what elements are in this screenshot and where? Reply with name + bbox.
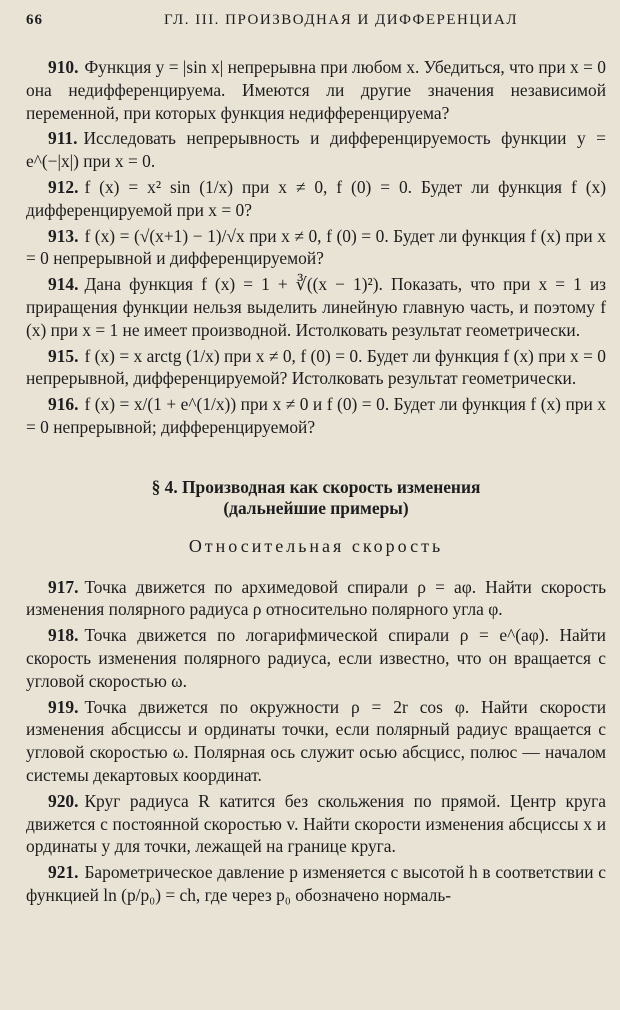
problem-text: f (x) = x arctg (1/x) при x ≠ 0, f (0) = 0. Будет ли функция f (x) при x = 0 непрерывной, дифференцируемой? Истолковать результат геометрически.: [26, 345, 606, 389]
problem-text: f (x) = (√(x+1) − 1)/√x при x ≠ 0, f (0) = 0. Будет ли функция f (x) при x = 0 непрерывной и дифференцируемой?: [26, 225, 606, 269]
running-title: ГЛ. III. ПРОИЗВОДНАЯ И ДИФФЕРЕНЦИАЛ: [163, 12, 518, 28]
problem-text: f (x) = x/(1 + e^(1/x)) при x ≠ 0 и f (0) = 0. Будет ли функция f (x) при x = 0 непрерывной; дифференцируемой?: [26, 394, 606, 437]
problem-914: [26, 273, 606, 341]
problem-number: 911.: [48, 128, 78, 149]
problem-text: Точка движется по окружности ρ = 2r cos φ. Найти скорости изменения абсциссы и ординаты точки, если полярный радиус вращается с угловой скоростью ω. Полярная ось служит осью абсцисс, полюс — началом системы декартовых координат.: [26, 696, 606, 785]
problem-920: [26, 790, 606, 858]
running-head: [26, 12, 606, 34]
problem-text: Барометрическое давление p изменяется с высотой h в соответствии с функцией ln (p/p₀) = ch, где через p₀ обозначено нормаль-: [26, 862, 606, 905]
section-title-line2: (дальнейшие примеры): [223, 497, 409, 518]
problem-number: 918.: [48, 625, 79, 646]
problem-number: 910.: [48, 57, 79, 77]
problem-text: Дана функция f (x) = 1 + ∛((x − 1)²). Показать, что при x = 1 из приращения функции нельзя выделить линейную главную часть, и поэтому f (x) при x = 1 не имеет производной. Истолковать результат геометрически.: [26, 274, 606, 340]
problem-915: [26, 345, 606, 391]
problem-912: [26, 176, 606, 222]
problem-number: 921.: [48, 862, 79, 883]
problem-number: 919.: [48, 696, 79, 717]
problem-number: 916.: [48, 394, 79, 415]
problem-text: Точка движется по логарифмической спирали ρ = e^(aφ). Найти скорость изменения полярного радиуса, если известно, что он вращается с угловой скоростью ω.: [26, 625, 606, 691]
subsection-title: Относительная скорость: [188, 535, 444, 556]
problem-918: [26, 624, 606, 692]
problem-number: 914.: [48, 274, 79, 295]
problem-number: 920.: [48, 790, 79, 811]
problem-917: [26, 576, 606, 622]
problem-text: Исследовать непрерывность и дифференцируемость функции y = e^(−|x|) при x = 0.: [26, 128, 606, 172]
problem-911: [26, 127, 606, 173]
problem-text: Точка движется по архимедовой спирали ρ = aφ. Найти скорость изменения полярного радиуса ρ относительно полярного угла φ.: [26, 576, 606, 620]
problem-number: 917.: [48, 576, 79, 597]
problem-910: [26, 56, 606, 124]
problem-text: Круг радиуса R катится без скольжения по прямой. Центр круга движется с постоянной скоростью v. Найти скорости изменения абсциссы x и ординаты y для точки, лежащей на границе круга.: [26, 790, 606, 857]
page-content: [26, 56, 606, 910]
section-title-line1: § 4. Производная как скорость изменения: [151, 476, 481, 497]
problem-921: [26, 861, 606, 907]
problem-number: 912.: [48, 176, 79, 197]
problem-913: [26, 225, 606, 271]
problem-number: 913.: [48, 225, 79, 246]
problem-916: [26, 393, 606, 439]
section-title: [26, 477, 606, 519]
problem-text: f (x) = x² sin (1/x) при x ≠ 0, f (0) = 0. Будет ли функция f (x) дифференцируемой при x = 0?: [26, 176, 606, 220]
problem-919: [26, 696, 606, 787]
problem-text: Функция y = |sin x| непрерывна при любом x. Убедиться, что при x = 0 она недифференцируема. Имеются ли другие значения независимой переменной, при которых функция недифференцируема?: [26, 57, 606, 123]
problem-number: 915.: [48, 345, 79, 366]
page-number: 66: [26, 12, 43, 28]
